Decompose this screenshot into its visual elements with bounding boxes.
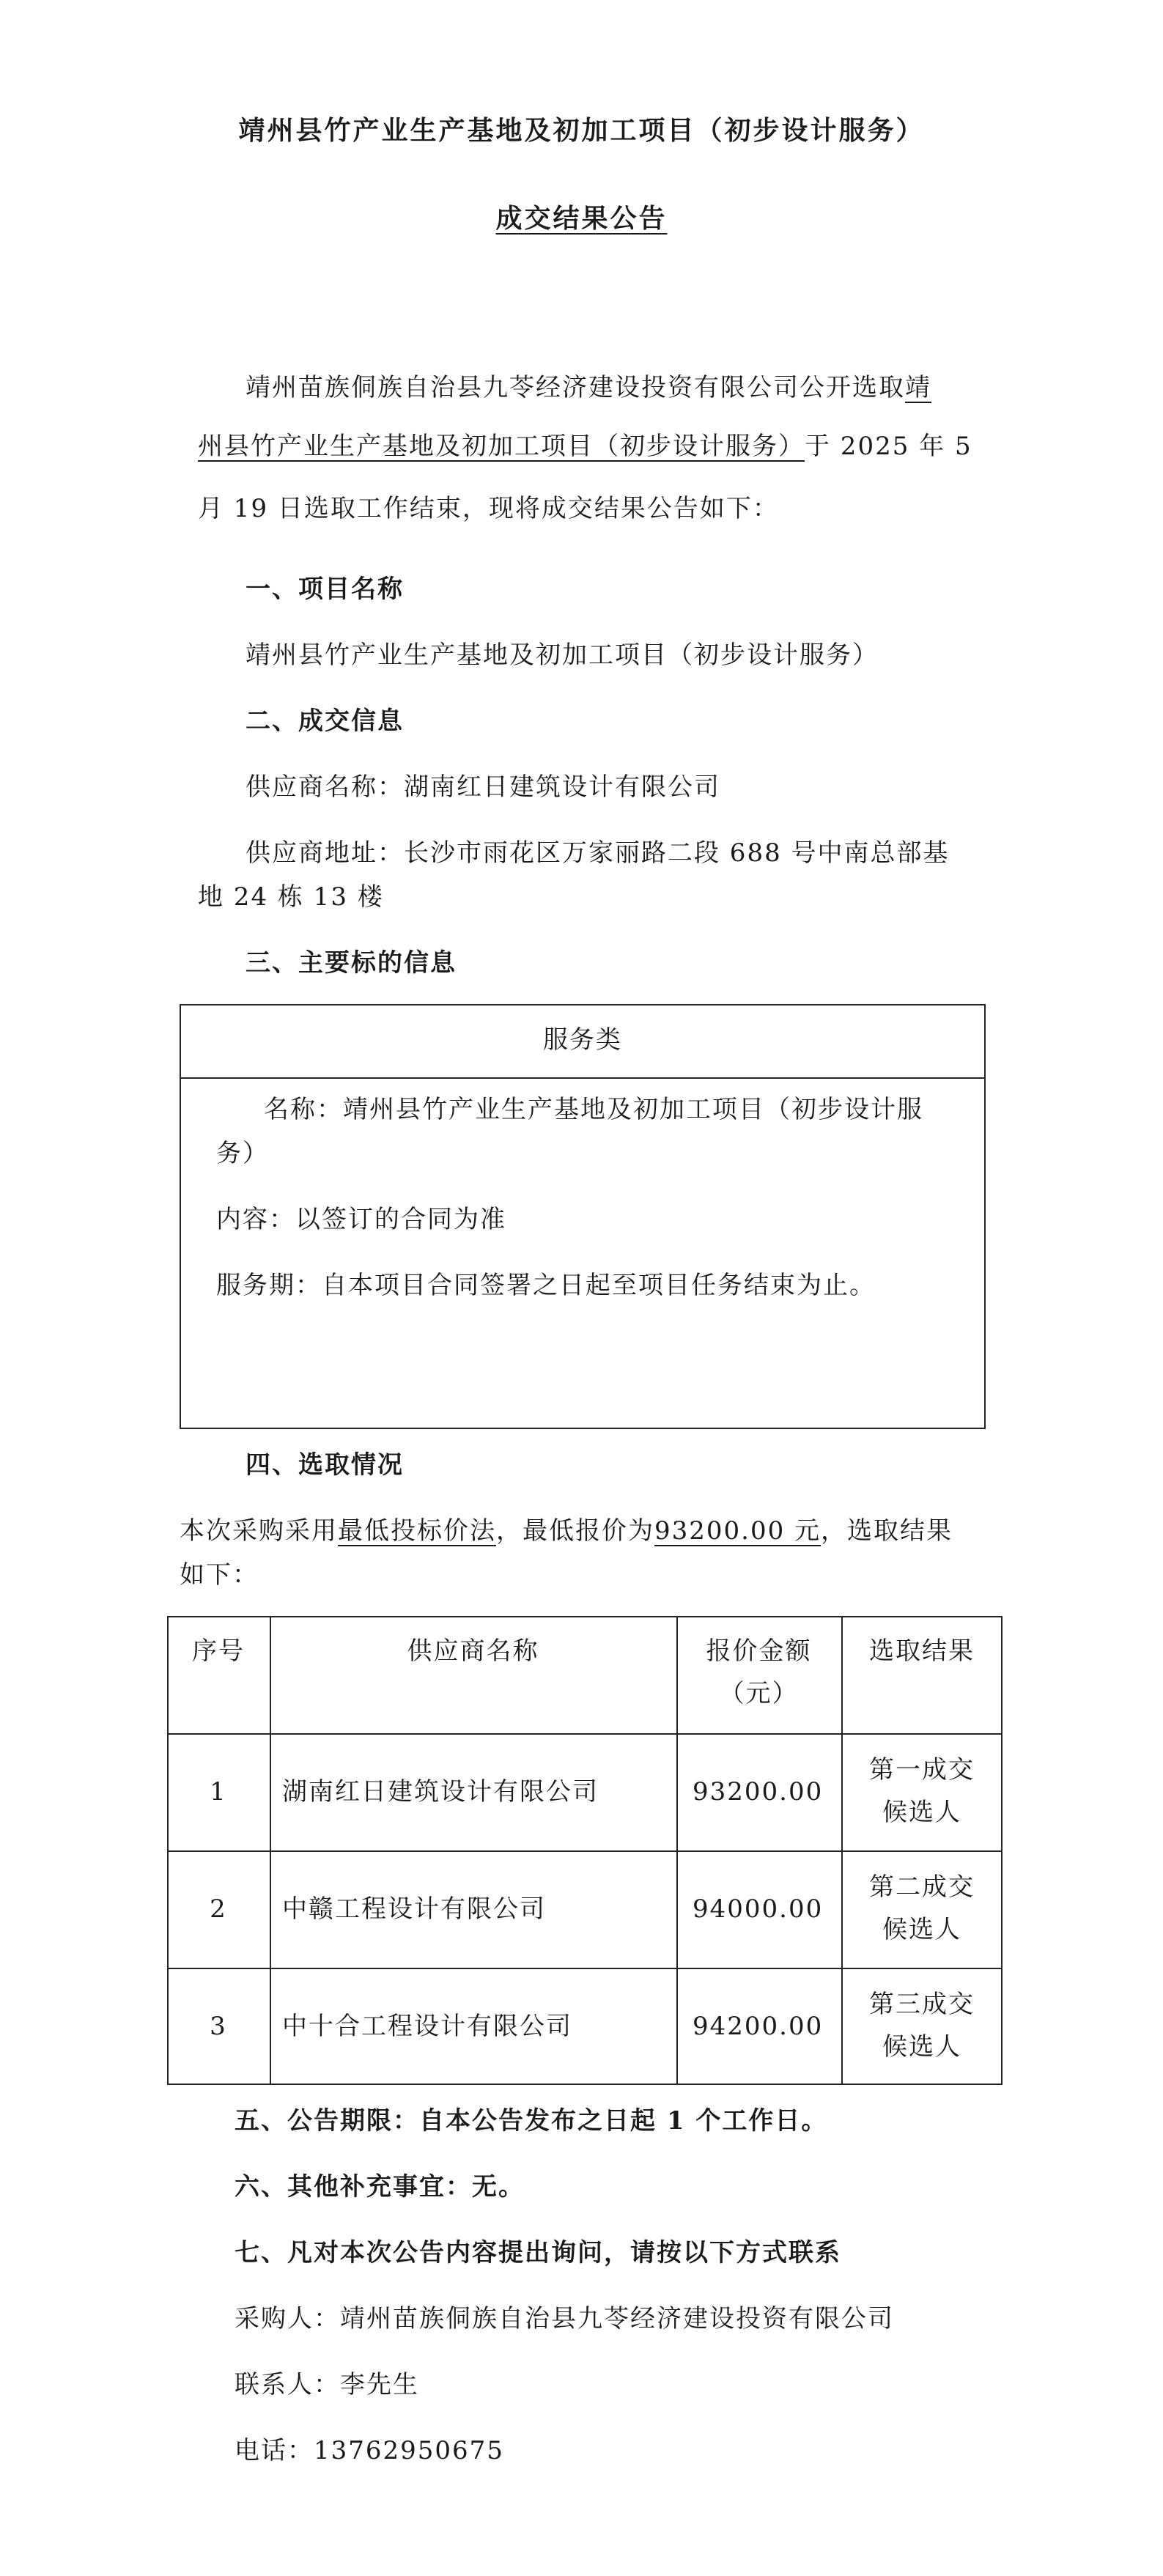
other-matters: 六、其他补充事宜：无。 <box>235 2172 525 2202</box>
page-title: 靖州县竹产业生产基地及初加工项目（初步设计服务） <box>238 115 925 146</box>
row-supplier: 湖南红日建筑设计有限公司 <box>282 1777 599 1806</box>
section-3-heading: 三、主要标的信息 <box>245 948 457 978</box>
lowest-price: 93200.00 元 <box>654 1516 822 1546</box>
row-supplier: 中十合工程设计有限公司 <box>282 2012 572 2041</box>
row-amount: 93200.00 <box>693 1777 824 1806</box>
row-amount: 94200.00 <box>693 2012 824 2041</box>
intro-line-2 <box>198 425 972 468</box>
section-1-content: 靖州县竹产业生产基地及初加工项目（初步设计服务） <box>245 641 879 670</box>
row-result-line-2: 候选人 <box>882 1915 961 1944</box>
row-result-line-1: 第二成交 <box>869 1872 975 1902</box>
announcement-period <box>235 2100 827 2142</box>
table-row-divider <box>167 1850 1003 1852</box>
table-header-amount: 报价金额 <box>706 1636 812 1666</box>
table-row-divider <box>167 1733 1003 1735</box>
row-no: 1 <box>210 1777 227 1806</box>
subject-name-line-2: 务） <box>216 1139 269 1168</box>
table-header-amount-unit: （元） <box>719 1679 799 1708</box>
intro-line-1 <box>245 366 931 409</box>
evaluation-method: 最低投标价法 <box>338 1516 496 1546</box>
subject-service-period: 服务期：自本项目合同签署之日起至项目任务结束为止。 <box>216 1271 876 1300</box>
row-result-line-1: 第一成交 <box>869 1755 975 1785</box>
subject-box-divider <box>180 1077 986 1079</box>
purchaser: 采购人：靖州苗族侗族自治县九苓经济建设投资有限公司 <box>235 2304 894 2333</box>
intro-project-name: 州县竹产业生产基地及初加工项目（初步设计服务） <box>198 432 805 461</box>
contact-person: 联系人：李先生 <box>235 2370 419 2399</box>
table-col-divider <box>270 1616 271 2085</box>
announcement-period-text: 五、公告期限：自本公告发布之日起 1 个工作日。 <box>235 2106 828 2136</box>
row-no: 2 <box>210 1894 227 1924</box>
supplier-address-line-1: 供应商地址：长沙市雨花区万家丽路二段 688 号中南总部基 <box>245 838 950 868</box>
section-4-heading: 四、选取情况 <box>245 1450 404 1480</box>
desc-mid: ，最低报价为 <box>496 1516 654 1546</box>
row-result-line-1: 第三成交 <box>869 1990 975 2019</box>
table-row-divider <box>167 1968 1003 1969</box>
table-header-no: 序号 <box>192 1636 245 1666</box>
selection-description <box>180 1510 953 1552</box>
page-subtitle: 成交结果公告 <box>495 203 668 234</box>
intro-text: 靖州苗族侗族自治县九苓经济建设投资有限公司公开选取 <box>245 373 905 402</box>
row-result-line-2: 候选人 <box>882 2032 961 2062</box>
subject-content: 内容：以签订的合同为准 <box>216 1205 506 1234</box>
intro-date-part: 于 2025 年 5 <box>805 432 972 461</box>
phone: 电话：13762950675 <box>235 2436 504 2465</box>
row-result-line-2: 候选人 <box>882 1798 961 1827</box>
intro-line-3: 月 19 日选取工作结束，现将成交结果公告如下： <box>198 494 779 523</box>
supplier-name: 供应商名称：湖南红日建筑设计有限公司 <box>245 772 720 802</box>
row-no: 3 <box>210 2012 227 2041</box>
desc-suffix: ，选取结果 <box>821 1516 953 1546</box>
intro-project-link-start: 靖 <box>905 373 931 402</box>
row-supplier: 中赣工程设计有限公司 <box>282 1894 546 1924</box>
section-2-heading: 二、成交信息 <box>245 706 404 736</box>
section-1-heading: 一、项目名称 <box>245 575 404 604</box>
selection-description-line-2: 如下： <box>180 1560 259 1590</box>
subject-name-line-1: 名称：靖州县竹产业生产基地及初加工项目（初步设计服 <box>264 1095 923 1124</box>
table-header-result: 选取结果 <box>869 1636 975 1666</box>
section-7-heading: 七、凡对本次公告内容提出询问，请按以下方式联系 <box>235 2238 841 2267</box>
desc-prefix: 本次采购采用 <box>180 1516 338 1546</box>
supplier-address-line-2: 地 24 栋 13 楼 <box>198 882 384 912</box>
subject-box-title: 服务类 <box>543 1025 622 1055</box>
row-amount: 94000.00 <box>693 1894 824 1924</box>
table-header-supplier: 供应商名称 <box>407 1636 539 1666</box>
